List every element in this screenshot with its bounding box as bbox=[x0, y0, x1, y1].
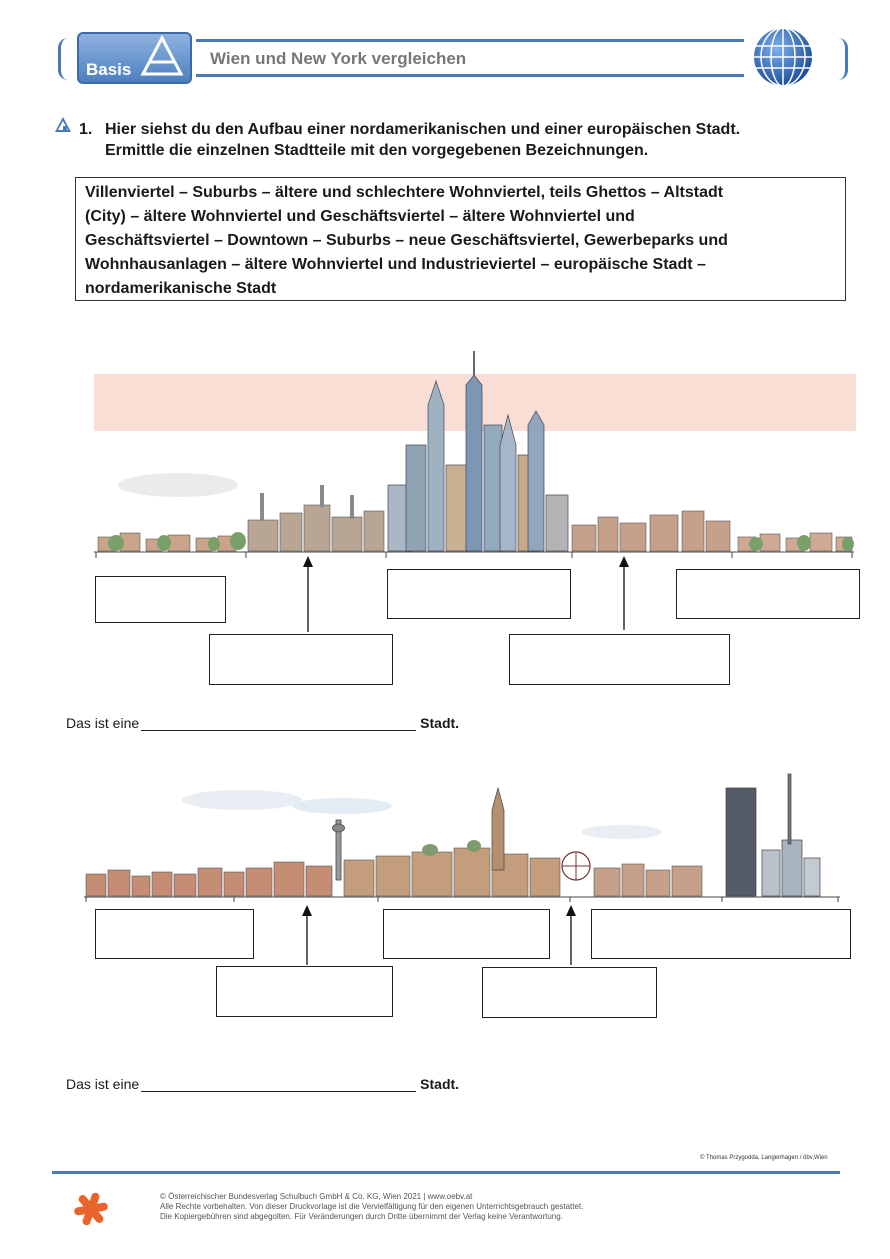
answer-box[interactable] bbox=[209, 634, 393, 685]
answer-blank[interactable] bbox=[141, 716, 416, 731]
sentence-suffix: Stadt. bbox=[420, 1076, 460, 1092]
task-instruction bbox=[79, 119, 740, 161]
page-title: Wien und New York vergleichen bbox=[210, 49, 467, 68]
answer-box[interactable] bbox=[482, 967, 657, 1018]
task-line-1: Hier siehst du den Aufbau einer nordamerikanischen und einer europäischen Stadt. bbox=[105, 121, 741, 138]
sentence-suffix: Stadt. bbox=[420, 715, 460, 731]
term-line: Wohnhausanlagen – ältere Wohnviertel und Industrieviertel – europäische Stadt – bbox=[85, 256, 706, 273]
arrow-up-icon bbox=[299, 905, 319, 967]
term-line: (City) – ältere Wohnviertel und Geschäftsviertel – ältere Wohnviertel und bbox=[85, 208, 635, 225]
term-line: Geschäftsviertel – Downtown – Suburbs – neue Geschäftsviertel, Gewerbeparks und bbox=[85, 232, 728, 249]
answer-box[interactable] bbox=[383, 909, 550, 959]
answer-box[interactable] bbox=[387, 569, 571, 619]
footer-line: Die Kopiergebühren sind abgegolten. Für Veränderungen durch Dritte übernimmt der Verlag keine Verantwortung. bbox=[160, 1212, 563, 1221]
fill-in-sentence-2 bbox=[66, 1076, 459, 1092]
term-line: nordamerikanische Stadt bbox=[85, 280, 277, 297]
answer-box[interactable] bbox=[216, 966, 393, 1017]
term-line: Villenviertel – Suburbs – ältere und schlechtere Wohnviertel, teils Ghettos – Altstadt bbox=[85, 184, 724, 201]
answer-blank[interactable] bbox=[141, 1077, 416, 1092]
answer-box[interactable] bbox=[676, 569, 860, 619]
globe-icon bbox=[752, 26, 814, 88]
north-american-skyline-illustration bbox=[88, 345, 860, 560]
answer-box[interactable] bbox=[591, 909, 851, 959]
arrow-up-icon bbox=[616, 556, 636, 632]
term-list-box bbox=[75, 177, 846, 301]
answer-box[interactable] bbox=[95, 576, 226, 623]
sentence-prefix: Das ist eine bbox=[66, 1076, 140, 1092]
answer-box[interactable] bbox=[509, 634, 730, 685]
basis-level-icon bbox=[54, 116, 72, 134]
european-skyline-illustration bbox=[82, 770, 842, 902]
basis-label: Basis bbox=[86, 60, 132, 79]
footer-line: © Österreichischer Bundesverlag Schulbuch GmbH & Co. KG, Wien 2021 | www.oebv.at bbox=[160, 1192, 473, 1201]
publisher-logo-icon bbox=[72, 1190, 110, 1228]
arrow-up-icon bbox=[563, 905, 583, 967]
fill-in-sentence-1 bbox=[66, 715, 459, 731]
answer-box[interactable] bbox=[95, 909, 254, 959]
arrow-up-icon bbox=[300, 556, 320, 634]
sentence-prefix: Das ist eine bbox=[66, 715, 140, 731]
task-number: 1. bbox=[79, 121, 93, 138]
image-credit: © Thomas Przygodda, Langenhagen / öbv,Wien bbox=[700, 1155, 828, 1161]
task-line-2: Ermittle die einzelnen Stadtteile mit den vorgegebenen Bezeichnungen. bbox=[105, 142, 649, 159]
footer-legal bbox=[160, 1192, 583, 1222]
footer-line: Alle Rechte vorbehalten. Von dieser Druckvorlage ist die Vervielfältigung für den eigenen Unterrichtsgebrauch gestattet. bbox=[160, 1202, 584, 1211]
footer-divider bbox=[52, 1171, 840, 1174]
